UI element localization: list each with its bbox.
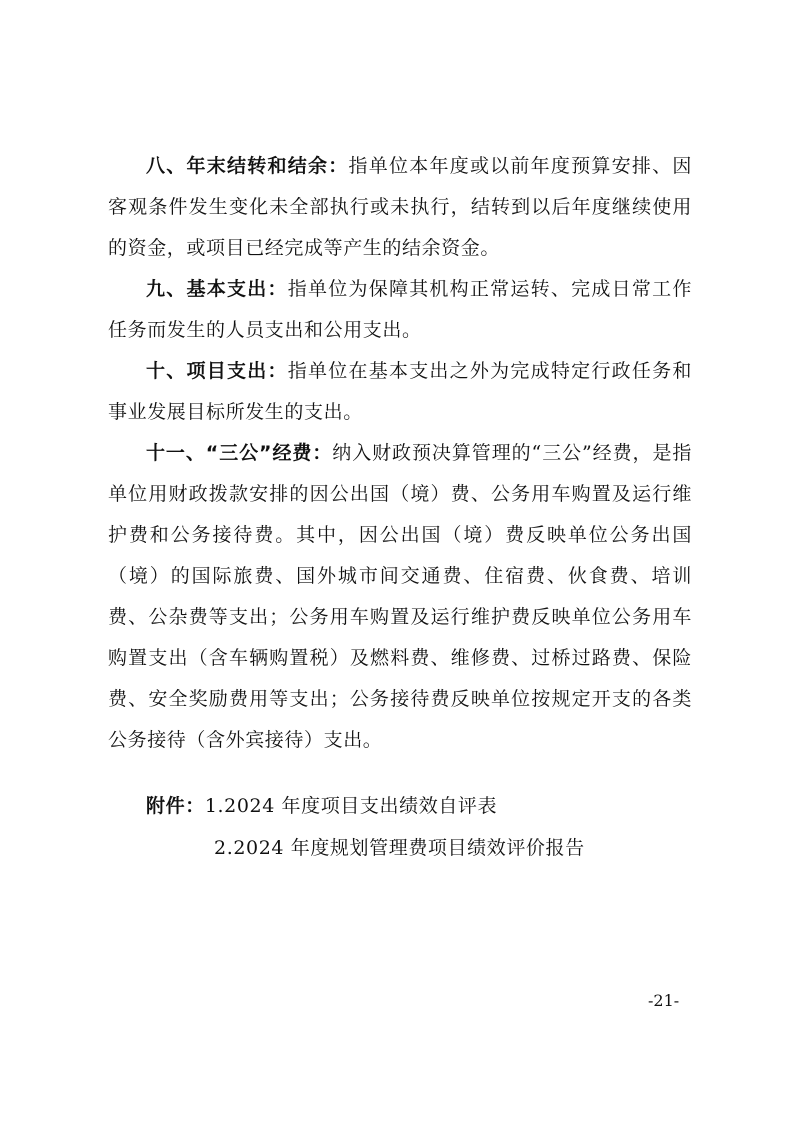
term-definition: 指单位在基本支出之外为完成特定行政任务和事业发展目标所发生的支出。: [108, 360, 692, 423]
attachment-item-2: [214, 834, 585, 862]
term-definition: 指单位为保障其机构正常运转、完成日常工作任务而发生的人员支出和公用支出。: [108, 278, 692, 341]
term-heading: 十一、“三公”经费：: [146, 442, 333, 464]
page-number: -21-: [648, 991, 680, 1010]
attachment-title: 2.2024 年度规划管理费项目绩效评价报告: [214, 837, 585, 859]
attachment-item-1: [146, 792, 497, 820]
term-heading: 十、项目支出：: [146, 360, 288, 382]
paragraph-year-end-carryover: [108, 146, 692, 269]
term-definition: 纳入财政预决算管理的“三公”经费，是指单位用财政拨款安排的因公出国（境）费、公务用车购置及运行维护费和公务接待费。其中，因公出国（境）费反映单位公务出国（境）的国际旅费、国外城市间交通费、住宿费、伙食费、培训费、公杂费等支出；公务用车购置及运行维护费反映单位公务用车购置支出（含车辆购置税）及燃料费、维修费、过桥过路费、保险费、安全奖励费用等支出；公务接待费反映单位按规定开支的各类公务接待（含外宾接待）支出。: [108, 442, 692, 751]
term-heading: 九、基本支出：: [146, 278, 288, 300]
attachment-label: 附件：: [146, 795, 205, 817]
term-definition: 指单位本年度或以前年度预算安排、因客观条件发生变化未全部执行或未执行，结转到以后年度继续使用的资金，或项目已经完成等产生的结余资金。: [108, 155, 692, 259]
attachment-title: 1.2024 年度项目支出绩效自评表: [204, 795, 498, 817]
paragraph-three-public-expenses: [108, 433, 692, 761]
paragraph-basic-expenditure: [108, 269, 692, 351]
term-heading: 八、年末结转和结余：: [146, 155, 349, 177]
paragraph-project-expenditure: [108, 351, 692, 433]
